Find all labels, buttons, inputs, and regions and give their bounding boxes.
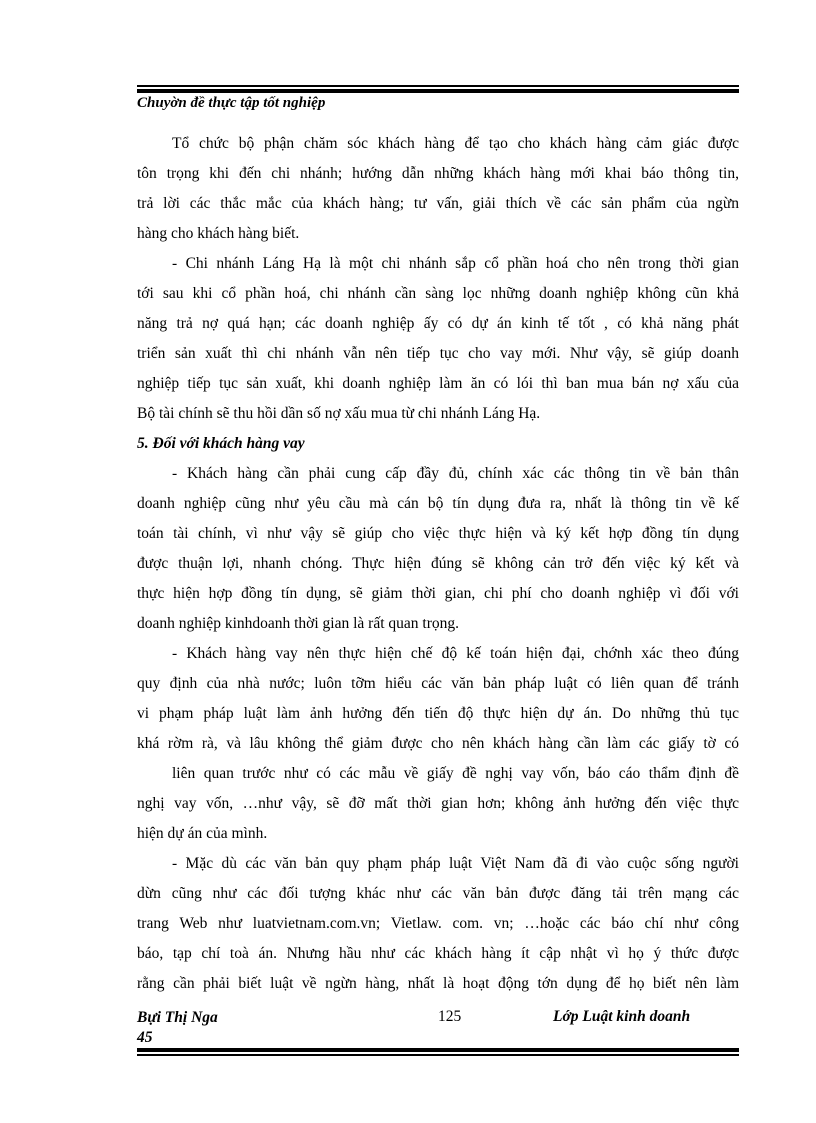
body-line: rằng cần phải biết luật về ngừn hàng, nhất là hoạt động tớn dụng để họ biết nên làm bbox=[137, 975, 739, 992]
body-line: được thuận lợi, nhanh chóng. Thực hiện đúng sẽ không cản trở đến việc ký kết và bbox=[137, 555, 739, 572]
body-line: nghiệp tiếp tục sản xuất, khi doanh nghiệp làm ăn có lói thì ban mua bán nợ xấu của bbox=[137, 375, 739, 392]
footer-author-name: Bựi Thị Nga bbox=[137, 1009, 218, 1026]
section-heading: 5. Đối với khách hàng vay bbox=[137, 435, 305, 452]
body-line: - Chi nhánh Láng Hạ là một chi nhánh sắp cổ phần hoá cho nên trong thời gian bbox=[172, 255, 739, 272]
body-line: - Khách hàng cần phải cung cấp đầy đủ, chính xác các thông tin về bản thân bbox=[172, 465, 739, 482]
body-line: liên quan trước như có các mẫu về giấy đề nghị vay vốn, báo cáo thẩm định đề bbox=[172, 765, 739, 782]
body-line: triển sản xuất thì chi nhánh vẫn nên tiếp tục cho vay mới. Như vậy, sẽ giúp doanh bbox=[137, 345, 739, 362]
body-line: thực hiện hợp đồng tín dụng, sẽ giảm thời gian, chi phí cho doanh nghiệp vì đối với bbox=[137, 585, 739, 602]
body-line: tới sau khi cổ phần hoá, chi nhánh cần sàng lọc những doanh nghiệp không cũn khả bbox=[137, 285, 739, 302]
body-line: doanh nghiệp kinhdoanh thời gian là rất quan trọng. bbox=[137, 615, 460, 632]
body-line: khá rờm rà, và lâu không thể giảm được cho nên khách hàng cần làm các giấy tờ có bbox=[137, 735, 739, 752]
body-line: hàng cho khách hàng biết. bbox=[137, 225, 300, 242]
body-text bbox=[137, 129, 739, 999]
body-line: nghị vay vốn, …như vậy, sẽ đỡ mất thời gian hơn; không ảnh hưởng đến việc thực bbox=[137, 795, 739, 812]
body-line: quy định của nhà nước; luôn tỡm hiểu các văn bản pháp luật có liên quan để tránh bbox=[137, 675, 739, 692]
body-line: - Khách hàng vay nên thực hiện chế độ kế toán hiện đại, chớnh xác theo đúng bbox=[172, 645, 739, 662]
body-line: dừn cũng như các đối tượng khác như các văn bản được đăng tải trên mạng các bbox=[137, 885, 739, 902]
page-number: 125 bbox=[438, 1008, 462, 1025]
footer-author-number: 45 bbox=[137, 1029, 153, 1046]
footer-rule-thin bbox=[137, 1054, 739, 1056]
footer-rule-thick bbox=[137, 1048, 739, 1052]
body-line: Bộ tài chính sẽ thu hồi dần số nợ xấu mua từ chi nhánh Láng Hạ. bbox=[137, 405, 541, 422]
body-line: Tổ chức bộ phận chăm sóc khách hàng để tạo cho khách hàng cảm giác được bbox=[172, 135, 739, 152]
footer-class-name: Lớp Luật kinh doanh bbox=[553, 1008, 691, 1025]
body-line: trang Web như luatvietnam.com.vn; Vietlaw. com. vn; …hoặc các báo chí như công bbox=[137, 915, 739, 932]
body-line: báo, tạp chí toà án. Nhưng hầu như các khách hàng ít cập nhật vì họ ý thức được bbox=[137, 945, 739, 962]
body-line: vi phạm pháp luật làm ảnh hưởng đến tiến độ thực hiện dự án. Do những thủ tục bbox=[137, 705, 739, 722]
header-title: Chuyờn đề thực tập tốt nghiệp bbox=[137, 95, 326, 111]
body-line: - Mặc dù các văn bản quy phạm pháp luật Việt Nam đã đi vào cuộc sống người bbox=[172, 855, 739, 872]
body-line: năng trả nợ quá hạn; các doanh nghiệp ấy có dự án kinh tế tốt , có khả năng phát bbox=[137, 315, 739, 332]
footer-author bbox=[137, 1008, 218, 1048]
body-line: trả lời các thắc mắc của khách hàng; tư vấn, giải thích về các sản phẩm của ngừn bbox=[137, 195, 739, 212]
body-line: doanh nghiệp cũng như yêu cầu mà cán bộ tín dụng đưa ra, nhất là thông tin về kế bbox=[137, 495, 739, 512]
header-rule-thin bbox=[137, 85, 739, 87]
body-line: toán tài chính, vì như vậy sẽ giúp cho việc thực hiện và ký kết hợp đồng tín dụng bbox=[137, 525, 739, 542]
body-line: tôn trọng khi đến chi nhánh; hướng dẫn những khách hàng mới khai báo thông tin, bbox=[137, 165, 739, 182]
body-line: hiện dự án của mình. bbox=[137, 825, 268, 842]
header-rule-thick bbox=[137, 89, 739, 93]
